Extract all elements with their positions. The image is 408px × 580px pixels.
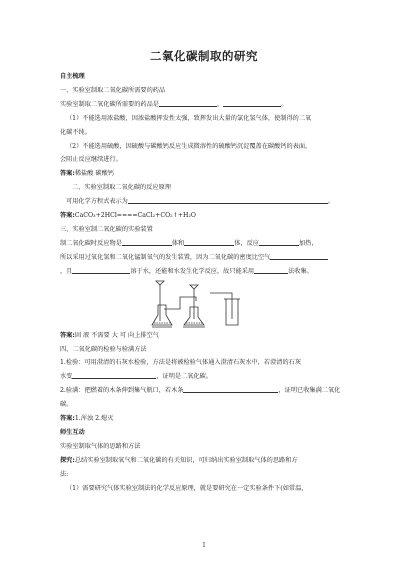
paragraph-1: （1）需要研究气体实验室制法的化学反应原理，就是要研究在一定实验条件下(如常温、 [66, 484, 308, 492]
document-body [60, 70, 350, 495]
section3-answer [60, 329, 350, 343]
explore-line-1 [60, 454, 350, 468]
document-title: 二氧化碳制取的研究 [150, 49, 258, 63]
section1-question-text: 实验室制取二氧化碳所需要的药品是 [60, 100, 159, 108]
gas-generation-apparatus-diagram [150, 279, 300, 329]
answer-label: 答案: [60, 212, 75, 220]
note-2-line-a: （2）不能选用硫酸，因硫酸与碳酸钙反应生成微溶性的硫酸钙沉淀覆盖在碳酸钙的表面， [66, 142, 312, 150]
section4-line-4: 碳。 [60, 401, 73, 409]
answer-text: 1.浑浊 2.熄灭 [74, 415, 114, 423]
note-2-line-b: 会阻止反应继续进行。 [60, 156, 122, 164]
answer-text: 固 液 不需要 大 可 向上排空气 [74, 331, 159, 339]
section5-heading: 实验室制取气体的思路和方法 [60, 442, 141, 450]
explore-label: 探究: [60, 456, 75, 464]
text-span: ，且 [60, 267, 73, 275]
section4-line-3 [60, 384, 350, 398]
section3-line-1 [60, 237, 350, 251]
section2-answer [60, 209, 350, 223]
section3-line-3 [60, 265, 350, 279]
answer-label: 答案: [60, 331, 75, 339]
answer-blank [270, 252, 328, 260]
answer-blank [254, 266, 288, 274]
section3-heading: 三、实验室制二氧化碳的实验装置 [60, 225, 153, 233]
text-span: ，证明已收集满二氧化 [278, 387, 341, 395]
text-span: 溶于水，还能和水发生化学反应，故只能采用 [130, 267, 255, 275]
section1-heading: 一、实验室制取二氧化碳所需要的药品 [60, 86, 166, 94]
section4-answer [60, 412, 350, 426]
explore-text: 总结实验室制取氧气和二氧化碳的有关知识，可归纳出实验室制取气体的思路和方 [74, 456, 298, 464]
text-span: 体和 [171, 239, 185, 247]
answer-blank [184, 238, 234, 246]
note-1-line-a: （1）不能选用浓盐酸，因浓盐酸挥发性太强，致挥发出大量的氯化氢气体，使制得的二氧 [66, 114, 312, 122]
answer-label: 答案: [60, 415, 75, 423]
answer-blank [72, 371, 156, 379]
answer-blank [122, 238, 172, 246]
text-span: 水变 [60, 373, 73, 381]
answer-blank [128, 196, 328, 204]
text-span: 加热， [299, 239, 318, 247]
text-span: 制二氧化碳时反应物是 [60, 239, 122, 247]
section4-heading: 四、二氧化碳的检验与验满方法 [60, 345, 147, 353]
text-span: 法收集。 [288, 267, 313, 275]
end-text: 。 [327, 198, 335, 206]
section3-line-2 [60, 251, 350, 265]
answer-blank [259, 238, 299, 246]
page-number: 1 [202, 542, 206, 549]
text-span: 所以采用过氧化氢和二氧化锰制氧气的发生装置，因为二氧化碳的密度比空气 [60, 253, 271, 261]
apparatus-figure [60, 279, 350, 329]
section2-question [60, 195, 350, 209]
section4-line-1: 1.检验：可用澄清的石灰水检验，方法是将被检验气体通入澄清石灰水中，若澄清的石灰 [60, 359, 302, 367]
section1-question [60, 98, 350, 112]
end-text: 。 [281, 100, 288, 108]
text-span: ，证明是二氧化碳。 [156, 373, 213, 381]
section2-question-text: 可用化学方程式表示为 [66, 198, 128, 206]
answer-label: 答案: [60, 170, 75, 178]
section1-answer [60, 167, 350, 181]
section-heading-self-study: 自主梳理 [60, 73, 85, 80]
answer-blank [183, 385, 278, 393]
note-1-line-b: 化碳不纯。 [60, 128, 91, 136]
section-heading-interaction: 师生互动 [60, 428, 85, 436]
answer-text: 稀盐酸 碳酸钙 [74, 170, 114, 178]
answer-text: CaCO₃+2HCl====CaCl₂+CO₂↑+H₂O [74, 212, 196, 220]
section2-heading: 二、实验室制取二氧化碳的反应原理 [72, 184, 171, 192]
section4-line-2 [60, 370, 350, 384]
separator-text: ， [217, 100, 224, 108]
answer-blank [223, 99, 281, 107]
answer-blank [72, 266, 130, 274]
text-span: 体，反应 [234, 239, 259, 247]
text-span: 2.验满：把燃着的木条伸到集气瓶口，若木条 [60, 387, 184, 395]
explore-line-2: 法: [60, 470, 69, 478]
answer-blank [159, 99, 217, 107]
